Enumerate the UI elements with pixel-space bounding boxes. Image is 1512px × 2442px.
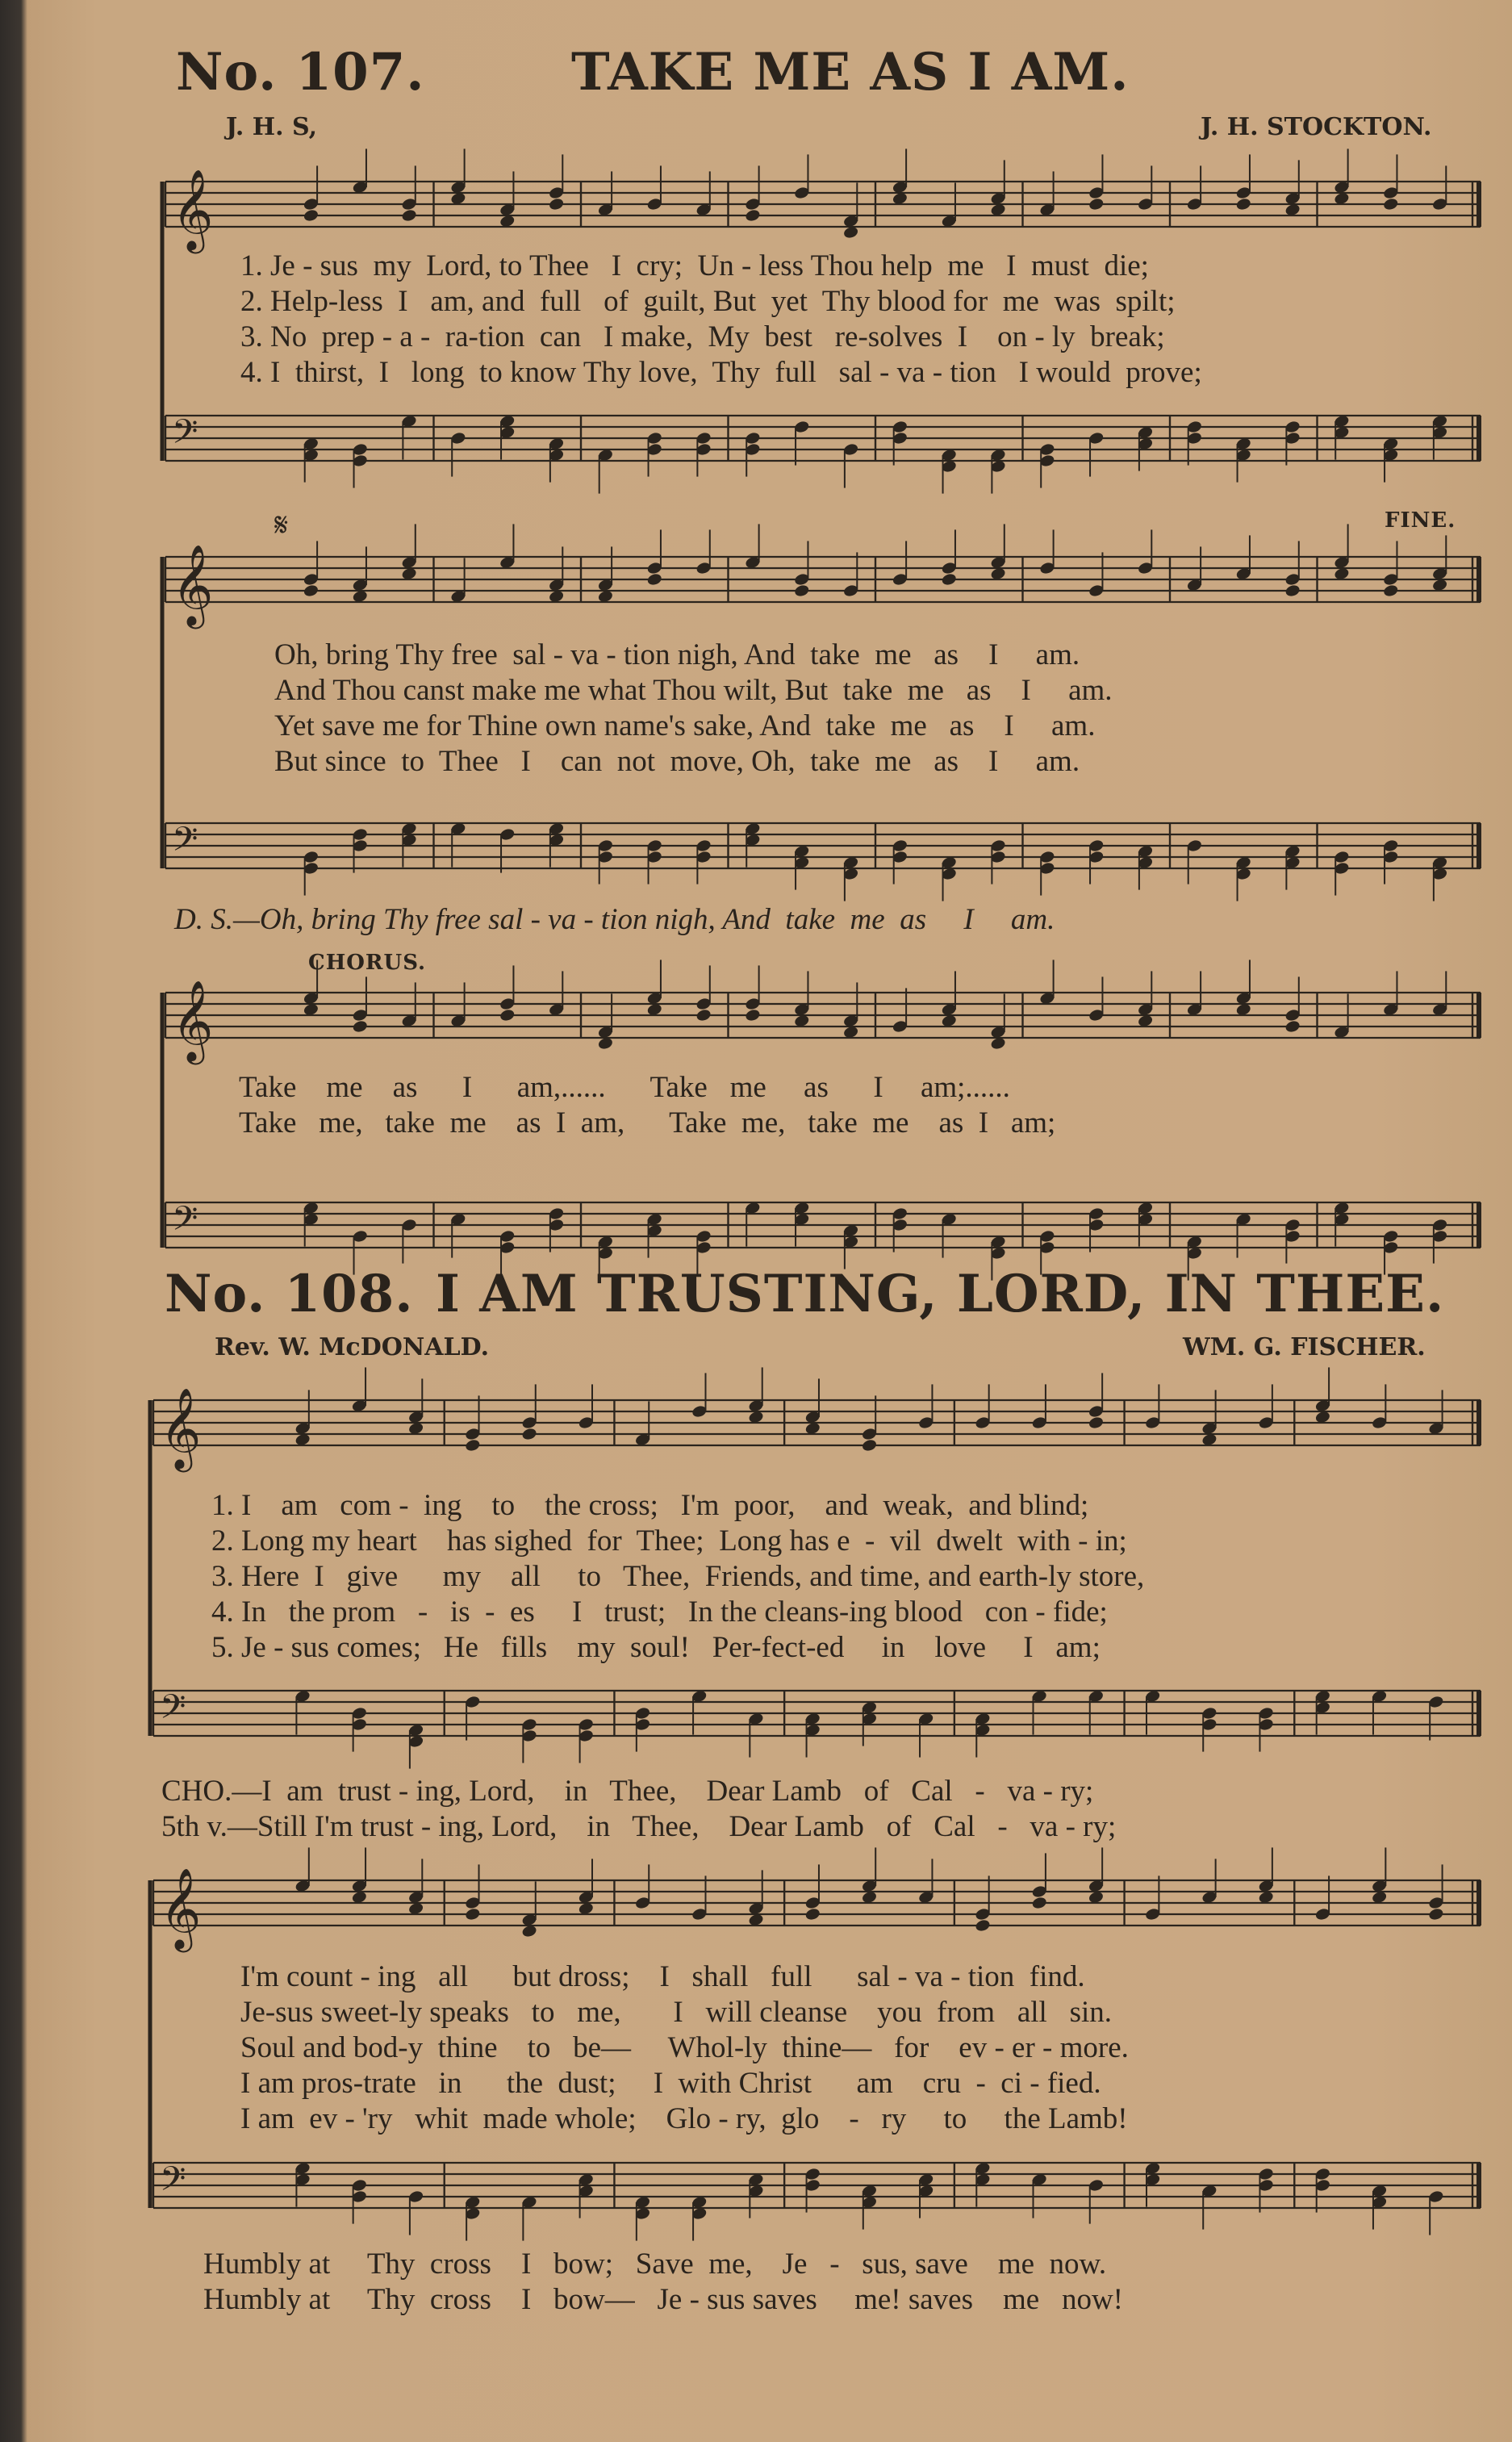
hymn-107-verse-4: 4. I thirst, I long to know Thy love, Thy full sal - va - tion I would prove;	[240, 356, 1202, 389]
staff-2a	[165, 524, 1481, 629]
hymn-107-composer: J. H. STOCKTON.	[1201, 113, 1432, 141]
hymn-107-verses	[240, 249, 1202, 391]
hymn-108-verses	[211, 1488, 1144, 1666]
hymn-108-second-1: I'm count - ing all but dross; I shall full sal - va - tion find.	[240, 1960, 1085, 1993]
staff-4a	[153, 1367, 1481, 1472]
staff-4b	[153, 1687, 1481, 1769]
svg-text:𝄢: 𝄢	[172, 819, 198, 867]
hymn-108-chorus-2: 5th v.—Still I'm trust - ing, Lord, in Thee, Dear Lamb of Cal - va - ry;	[161, 1810, 1117, 1843]
hymn-107-number: No. 107.	[176, 42, 425, 102]
hymn-107-author: J. H. S,	[226, 113, 318, 141]
hymn-108-closing-1: Humbly at Thy cross I bow; Save me, Je - sus, save me now.	[203, 2248, 1107, 2281]
svg-text:𝄢: 𝄢	[172, 412, 198, 459]
svg-text:𝄢: 𝄢	[160, 1687, 186, 1734]
staff-1a	[165, 148, 1481, 253]
svg-text:𝄞: 𝄞	[172, 544, 214, 625]
svg-text:𝄞: 𝄞	[160, 1867, 202, 1949]
staff-5a	[153, 1847, 1481, 1952]
chorus-label: CHORUS.	[308, 951, 427, 975]
hymn-107-verse-2: 2. Help-less I am, and full of guilt, But yet Thy blood for me was spilt;	[240, 285, 1176, 318]
hymn-107-chorus-1: Take me as I am,...... Take me as I am;......	[239, 1071, 1010, 1104]
hymn-108-second-verses	[240, 1959, 1129, 2137]
staff-3a	[165, 960, 1481, 1064]
hymn-107-refrain-2: And Thou canst make me what Thou wilt, But take me as I am.	[274, 674, 1113, 707]
hymn-108-closing	[203, 2247, 1123, 2318]
svg-text:𝄢: 𝄢	[160, 2159, 186, 2206]
segno-sign: 𝄋	[274, 507, 289, 544]
hymn-108-composer: WM. G. FISCHER.	[1183, 1333, 1426, 1361]
hymn-108-chorus	[161, 1774, 1116, 1845]
svg-text:𝄢: 𝄢	[172, 1198, 198, 1246]
svg-text:𝄞: 𝄞	[160, 1387, 202, 1469]
hymn-108-second-4: I am pros-trate in the dust; I with Christ am cru - ci - fied.	[240, 2067, 1101, 2100]
hymn-108-verse-1: 1. I am com - ing to the cross; I'm poor, and weak, and blind;	[211, 1489, 1089, 1522]
svg-text:𝄞: 𝄞	[172, 980, 214, 1061]
hymn-107-refrain	[274, 638, 1113, 780]
fine-marker: FINE.	[1385, 508, 1456, 533]
staff-1b	[165, 412, 1481, 494]
hymn-108-title: I AM TRUSTING, LORD, IN THEE.	[436, 1264, 1445, 1324]
hymn-108-second-5: I am ev - 'ry whit made whole; Glo - ry, glo - ry to the Lamb!	[240, 2102, 1128, 2135]
hymn-107-refrain-3: Yet save me for Thine own name's sake, And take me as I am.	[274, 709, 1096, 742]
hymn-108-verse-2: 2. Long my heart has sighed for Thee; Long has e - vil dwelt with - in;	[211, 1524, 1127, 1558]
staff-5b	[153, 2159, 1481, 2241]
hymn-108-verse-5: 5. Je - sus comes; He fills my soul! Per-fect-ed in love I am;	[211, 1631, 1101, 1664]
hymn-108-second-2: Je-sus sweet-ly speaks to me, I will cleanse you from all sin.	[240, 1996, 1112, 2029]
hymn-107-chorus	[239, 1070, 1055, 1141]
hymn-108-verse-4: 4. In the prom - is - es I trust; In the cleans-ing blood con - fide;	[211, 1595, 1108, 1629]
hymn-108-author: Rev. W. McDONALD.	[215, 1333, 490, 1361]
ds-line: D. S.—Oh, bring Thy free sal - va - tion nigh, And take me as I am.	[174, 903, 1055, 936]
hymn-108-closing-2: Humbly at Thy cross I bow— Je - sus saves me! saves me now!	[203, 2283, 1123, 2316]
svg-text:𝄞: 𝄞	[172, 169, 214, 250]
hymn-107-refrain-1: Oh, bring Thy free sal - va - tion nigh, And take me as I am.	[274, 638, 1080, 671]
staff-2b	[165, 819, 1481, 901]
hymn-107-title: TAKE ME AS I AM.	[571, 42, 1130, 102]
hymn-108-number: No. 108.	[165, 1264, 414, 1324]
hymn-107-refrain-4: But since to Thee I can not move, Oh, take me as I am.	[274, 745, 1080, 778]
hymn-107-verse-3: 3. No prep - a - ra-tion can I make, My best re-solves I on - ly break;	[240, 320, 1165, 353]
hymn-107-chorus-2: Take me, take me as I am, Take me, take me as I am;	[239, 1106, 1056, 1139]
hymn-107-verse-1: 1. Je - sus my Lord, to Thee I cry; Un - less Thou help me I must die;	[240, 249, 1149, 282]
hymn-108-second-3: Soul and bod-y thine to be— Whol-ly thine— for ev - er - more.	[240, 2031, 1129, 2064]
hymn-108-chorus-1: CHO.—I am trust - ing, Lord, in Thee, Dear Lamb of Cal - va - ry;	[161, 1775, 1094, 1808]
hymn-108-verse-3: 3. Here I give my all to Thee, Friends, and time, and earth-ly store,	[211, 1560, 1145, 1593]
